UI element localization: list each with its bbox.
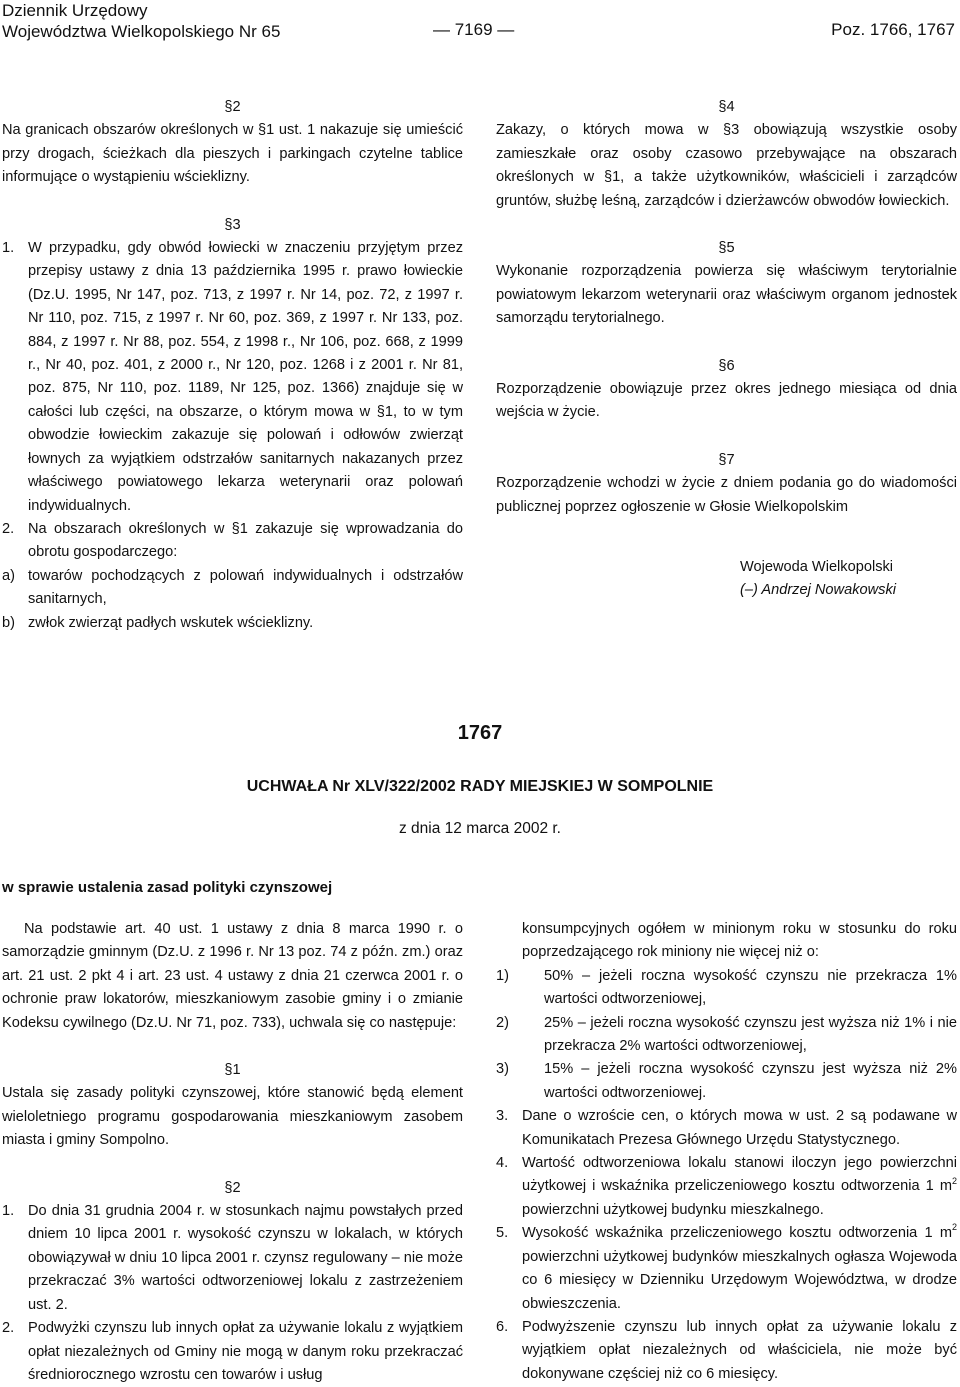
section-7-text: Rozporządzenie wchodzi w życie z dniem podania go do wiadomości publicznej poprzez ogłoszenie w Głosie Wielkopolskim <box>496 475 957 515</box>
column-top-left <box>2 96 463 635</box>
section-heading-3: §3 <box>224 216 241 233</box>
paragraph-number: 3. <box>496 1108 509 1125</box>
paragraph-number: 1. <box>2 1203 15 1220</box>
act-section-1-text: Ustala się zasady polityki czynszowej, które stanowić będą element wieloletniego programu gospodarowania mieszkaniowym zasobem miasta i gminy Sompolno. <box>2 1085 463 1149</box>
paragraph-text: Do dnia 31 grudnia 2004 r. w stosunkach najmu powstałych przed dniem 10 lipca 2001 r. wysokość czynszu w lokalach, w których obowiązywał w dniu 10 lipca 2001 r. czynsz regulowany – nie może przekraczać 3% wartości odtworzeniowej lokalu z zastrzeżeniem ust. 2. <box>28 1203 463 1313</box>
paragraph-text: Na obszarach określonych w §1 zakazuje się wprowadzania do obrotu gospodarczego: <box>28 520 463 561</box>
paragraph-text: Wysokość wskaźnika przeliczeniowego kosztu odtworzenia 1 $m^2$ powierzchni użytkowej budynków mieszkalnych ogłasza Wojewoda co 6 miesięcy w Dzienniku Urzędowym Województwa, w drodze obwieszczenia. <box>522 1222 957 1312</box>
paragraph-item <box>2 518 463 565</box>
paragraph-number: 5. <box>496 1225 509 1242</box>
column-bottom-left <box>2 918 463 1387</box>
journal-title-line1: Dziennik Urzędowy <box>2 1 148 20</box>
list-text: zwłok zwierząt padłych wskutek wścieklizny. <box>28 614 314 631</box>
paragraph-continuation: konsumpcyjnych ogółem w minionym roku w stosunku do roku poprzedzającego rok miniony nie więcej niż o: <box>522 921 957 961</box>
act-section-heading-1: §1 <box>224 1062 241 1079</box>
paragraph-item <box>496 1222 957 1316</box>
list-item <box>496 965 957 1012</box>
paragraph-number: 2. <box>2 520 15 537</box>
section-heading-4: §4 <box>718 99 735 115</box>
act-date: z dnia 12 marca 2002 r. <box>399 820 561 837</box>
section-heading-6: §6 <box>718 357 735 374</box>
paragraph-item <box>496 1152 957 1222</box>
list-item <box>2 612 463 635</box>
list-marker: a) <box>2 567 15 584</box>
paragraph-number: 6. <box>496 1318 509 1335</box>
paragraph-text: Podwyżki czynszu lub innych opłat za używanie lokalu z wyjątkiem opłat niezależnych od Gminy nie mogą w danym roku przekraczać średniorocznego wzrostu cen towarów i usług <box>28 1320 463 1383</box>
list-marker: 1) <box>496 967 509 984</box>
paragraph-item <box>496 1316 957 1386</box>
section-heading-2: §2 <box>224 99 241 115</box>
paragraph-item <box>2 1200 463 1317</box>
section-4-text: Zakazy, o których mowa w §3 obowiązują wszystkie osoby zamieszkałe oraz osoby czasowo przebywające na obszarach określonych w §1, a także użytkowników, właścicieli i zarządców gruntów, służbę leśną, zarządców i dzierżawców obwodów łowieckich. <box>496 122 957 209</box>
list-marker: 3) <box>496 1061 509 1078</box>
paragraph-item <box>496 1105 957 1152</box>
paragraph-item <box>2 237 463 518</box>
act-title: UCHWAŁA Nr XLV/322/2002 RADY MIEJSKIEJ W SOMPOLNIE <box>246 778 714 795</box>
journal-title-line2: Województwa Wielkopolskiego Nr 65 <box>2 22 281 41</box>
paragraph-text: W przypadku, gdy obwód łowiecki w znaczeniu przyjętym przez przepisy ustawy z dnia 13 października 1995 r. prawo łowieckie (Dz.U. 1995, Nr 147, poz. 713, z 1997 r. Nr 14, poz. 72, z 1997 r. Nr 110, poz. 715, z 1997 r. Nr 60, poz. 369, z 1997 r. Nr 133, poz. 884, z 1997 r. Nr 88, poz. 554, z 1998 r., Nr 106, poz. 668, z 1999 r., Nr 40, poz. 401, z 2000 r., Nr 120, poz. 1268 i z 2001 r. Nr 81, poz. 875, Nr 110, poz. 1189, Nr 125, poz. 1366) znajduje się w całości lub części, na obszarze, o którym mowa w §1, to w tym obwodzie łowieckim zakazuje się polowań i odłowów zwierząt łownych za wyjątkiem odstrzałów sanitarnych nakazanych przez właściwego powiatowego lekarza weterynarii oraz polowań indywidualnych. <box>28 240 463 514</box>
act-preamble: Na podstawie art. 40 ust. 1 ustawy z dnia 8 marca 1990 r. o samorządzie gminnym (Dz.U. z 1996 r. Nr 13 poz. 74 z późn. zm.) oraz art. 21 ust. 2 pkt 4 i art. 23 ust. 4 ustawy z dnia 21 czerwca 2001 r. o ochronie praw lokatorów, mieszkaniowym zasobie gminy i o zmianie Kodeksu cywilnego (Dz.U. Nr 71, poz. 733), uchwala się co następuje: <box>2 921 463 1031</box>
list-text: towarów pochodzących z polowań indywidualnych i odstrzałów sanitarnych, <box>28 567 463 608</box>
paragraph-number: 2. <box>2 1320 15 1337</box>
act-section-heading-2: §2 <box>224 1179 241 1196</box>
list-text: 25% – jeżeli roczna wysokość czynszu jest wyższa niż 1% i nie przekracza 2% wartości odtworzeniowej, <box>544 1014 957 1055</box>
paragraph-text: Podwyższenie czynszu lub innych opłat za używanie lokalu z wyjątkiem opłat niezależnych od właściciela, nie może być dokonywane częściej niż co 6 miesięcy. <box>522 1318 957 1382</box>
position-numbers: Poz. 1766, 1767 <box>831 20 955 39</box>
column-bottom-right <box>496 918 957 1386</box>
list-item <box>496 1012 957 1059</box>
list-item <box>496 1058 957 1105</box>
section-heading-5: §5 <box>718 240 735 257</box>
act-number: 1767 <box>457 722 503 744</box>
section-6-text: Rozporządzenie obowiązuje przez okres jednego miesiąca od dnia wejścia w życie. <box>496 381 957 421</box>
section-2-text: Na granicach obszarów określonych w §1 ust. 1 nakazuje się umieścić przy drogach, ścieżkach dla pieszych i parkingach czytelne tablice informujące o wystąpieniu wścieklizny. <box>2 122 463 186</box>
paragraph-number: 1. <box>2 240 15 257</box>
section-5-text: Wykonanie rozporządzenia powierza się właściwym terytorialnie powiatowym lekarzom weterynarii oraz właściwym organom jednostek samorządu terytorialnego. <box>496 263 957 327</box>
list-item <box>2 565 463 612</box>
signature-office: Wojewoda Wielkopolski <box>740 559 894 575</box>
list-text: 50% – jeżeli roczna wysokość czynszu nie przekracza 1% wartości odtworzeniowej, <box>544 967 957 1008</box>
paragraph-number: 4. <box>496 1155 509 1172</box>
paragraph-text: Wartość odtworzeniowa lokalu stanowi iloczyn jego powierzchni użytkowej i wskaźnika przeliczeniowego kosztu odtworzenia 1 $m^2$ powierzchni użytkowej budynku mieszkalnego. <box>522 1155 957 1218</box>
signature-block <box>740 556 896 602</box>
list-text: 15% – jeżeli roczna wysokość czynszu jest wyższa niż 2% wartości odtworzeniowej. <box>544 1061 957 1101</box>
list-marker: b) <box>2 614 15 631</box>
signature-signer: (–) Andrzej Nowakowski <box>740 582 896 598</box>
section-heading-7: §7 <box>718 451 735 468</box>
superscript: 2 <box>951 1222 957 1233</box>
page-number: — 7169 — <box>433 20 515 39</box>
list-marker: 2) <box>496 1014 509 1031</box>
paragraph-text: Dane o wzroście cen, o których mowa w ust. 2 są podawane w Komunikatach Prezesa Głównego Urzędu Statystycznego. <box>522 1108 957 1148</box>
superscript: 2 <box>951 1175 957 1186</box>
paragraph-item <box>2 1317 463 1387</box>
column-top-right <box>496 96 957 519</box>
journal-title <box>2 0 280 42</box>
act-subject: w sprawie ustalenia zasad polityki czynszowej <box>2 879 333 896</box>
